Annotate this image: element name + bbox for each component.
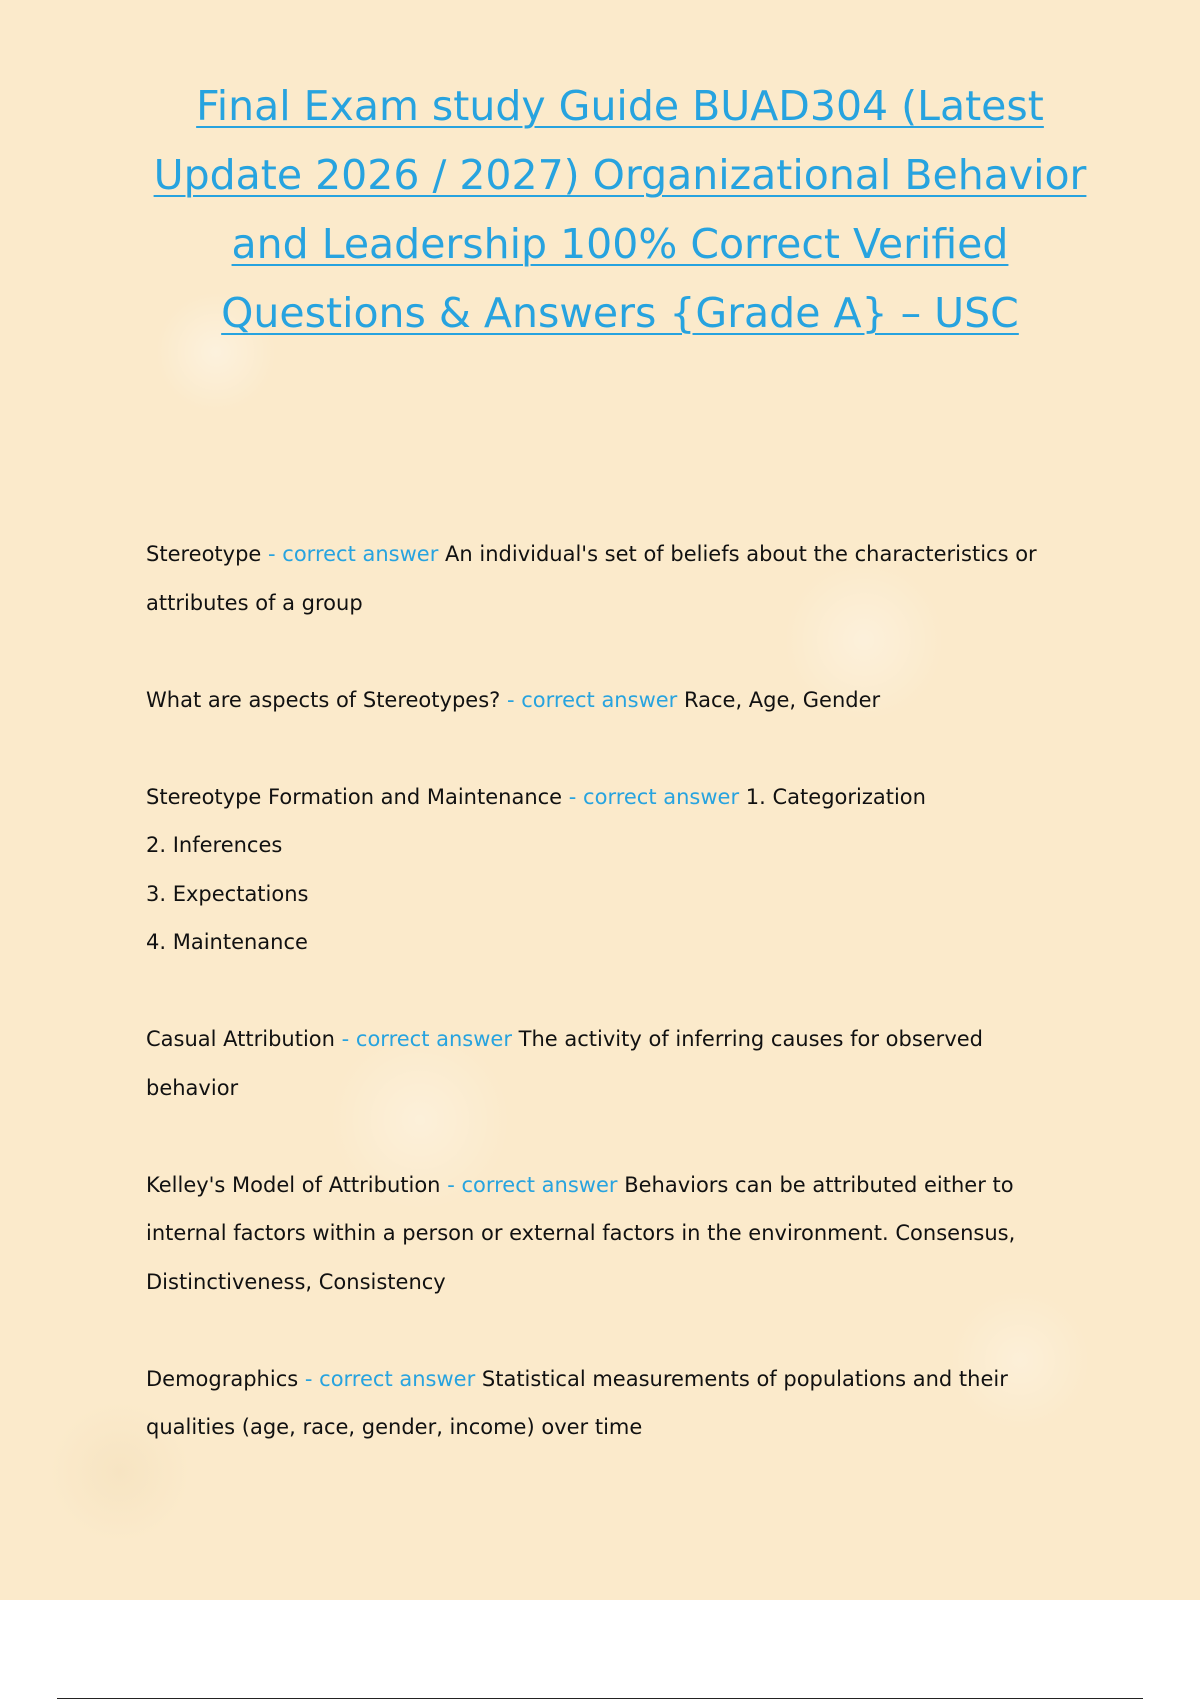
qa-answer: The activity of inferring causes for observed [518,1027,983,1051]
qa-answer: Behaviors can be attributed either to [624,1172,1014,1197]
qa-answer: An individual's set of beliefs about the characteristics or [445,542,1037,566]
qa-answer-line: 2. Inferences [146,833,283,857]
qa-entry [146,1015,1086,1112]
qa-answer-line: 3. Expectations [146,881,309,906]
qa-answer-line: qualities (age, race, gender, income) over time [146,1415,643,1439]
qa-separator: - correct answer [268,542,439,566]
qa-answer: Race, Age, Gender [683,687,881,712]
document-title-link[interactable]: Final Exam study Guide BUAD304 (Latest Update 2026 / 2027) Organizational Behavior and Leadership 100% Correct Verified Questions & Answers {Grade A} – USC [153,82,1087,337]
qa-entry [146,1355,1086,1452]
qa-entry [146,1161,1086,1307]
qa-first-line [146,530,1086,579]
qa-first-line [146,1161,1086,1210]
qa-first-line [146,773,1086,822]
qa-answer-line: behavior [146,1075,239,1100]
qa-term: Stereotype [146,542,262,566]
qa-term: Demographics [146,1366,299,1391]
qa-answer-line: internal factors within a person or external factors in the environment. Consensus, [146,1221,1016,1245]
qa-separator: - correct answer [568,784,740,809]
qa-first-line [146,676,1086,725]
qa-entry [146,530,1086,627]
qa-answer-line: 4. Maintenance [146,930,308,954]
qa-separator: - correct answer [341,1027,512,1051]
qa-first-line [146,1015,1086,1064]
qa-answer: 1. Categorization [745,784,926,809]
qa-list [146,530,1086,1500]
footer-divider [57,1698,1143,1699]
qa-entry [146,773,1086,967]
qa-answer-line: Distinctiveness, Consistency [146,1269,446,1294]
qa-term: Stereotype Formation and Maintenance [146,784,563,809]
qa-answer-line: attributes of a group [146,590,363,615]
qa-answer: Statistical measurements of populations and their [481,1366,1008,1391]
qa-term: What are aspects of Stereotypes? [146,687,501,712]
qa-entry [146,676,1086,725]
qa-separator: - correct answer [304,1366,476,1391]
qa-separator: - correct answer [447,1172,618,1197]
qa-term: Kelley's Model of Attribution [146,1172,441,1197]
qa-term: Casual Attribution [146,1027,335,1051]
qa-first-line [146,1355,1086,1404]
qa-separator: - correct answer [506,687,678,712]
